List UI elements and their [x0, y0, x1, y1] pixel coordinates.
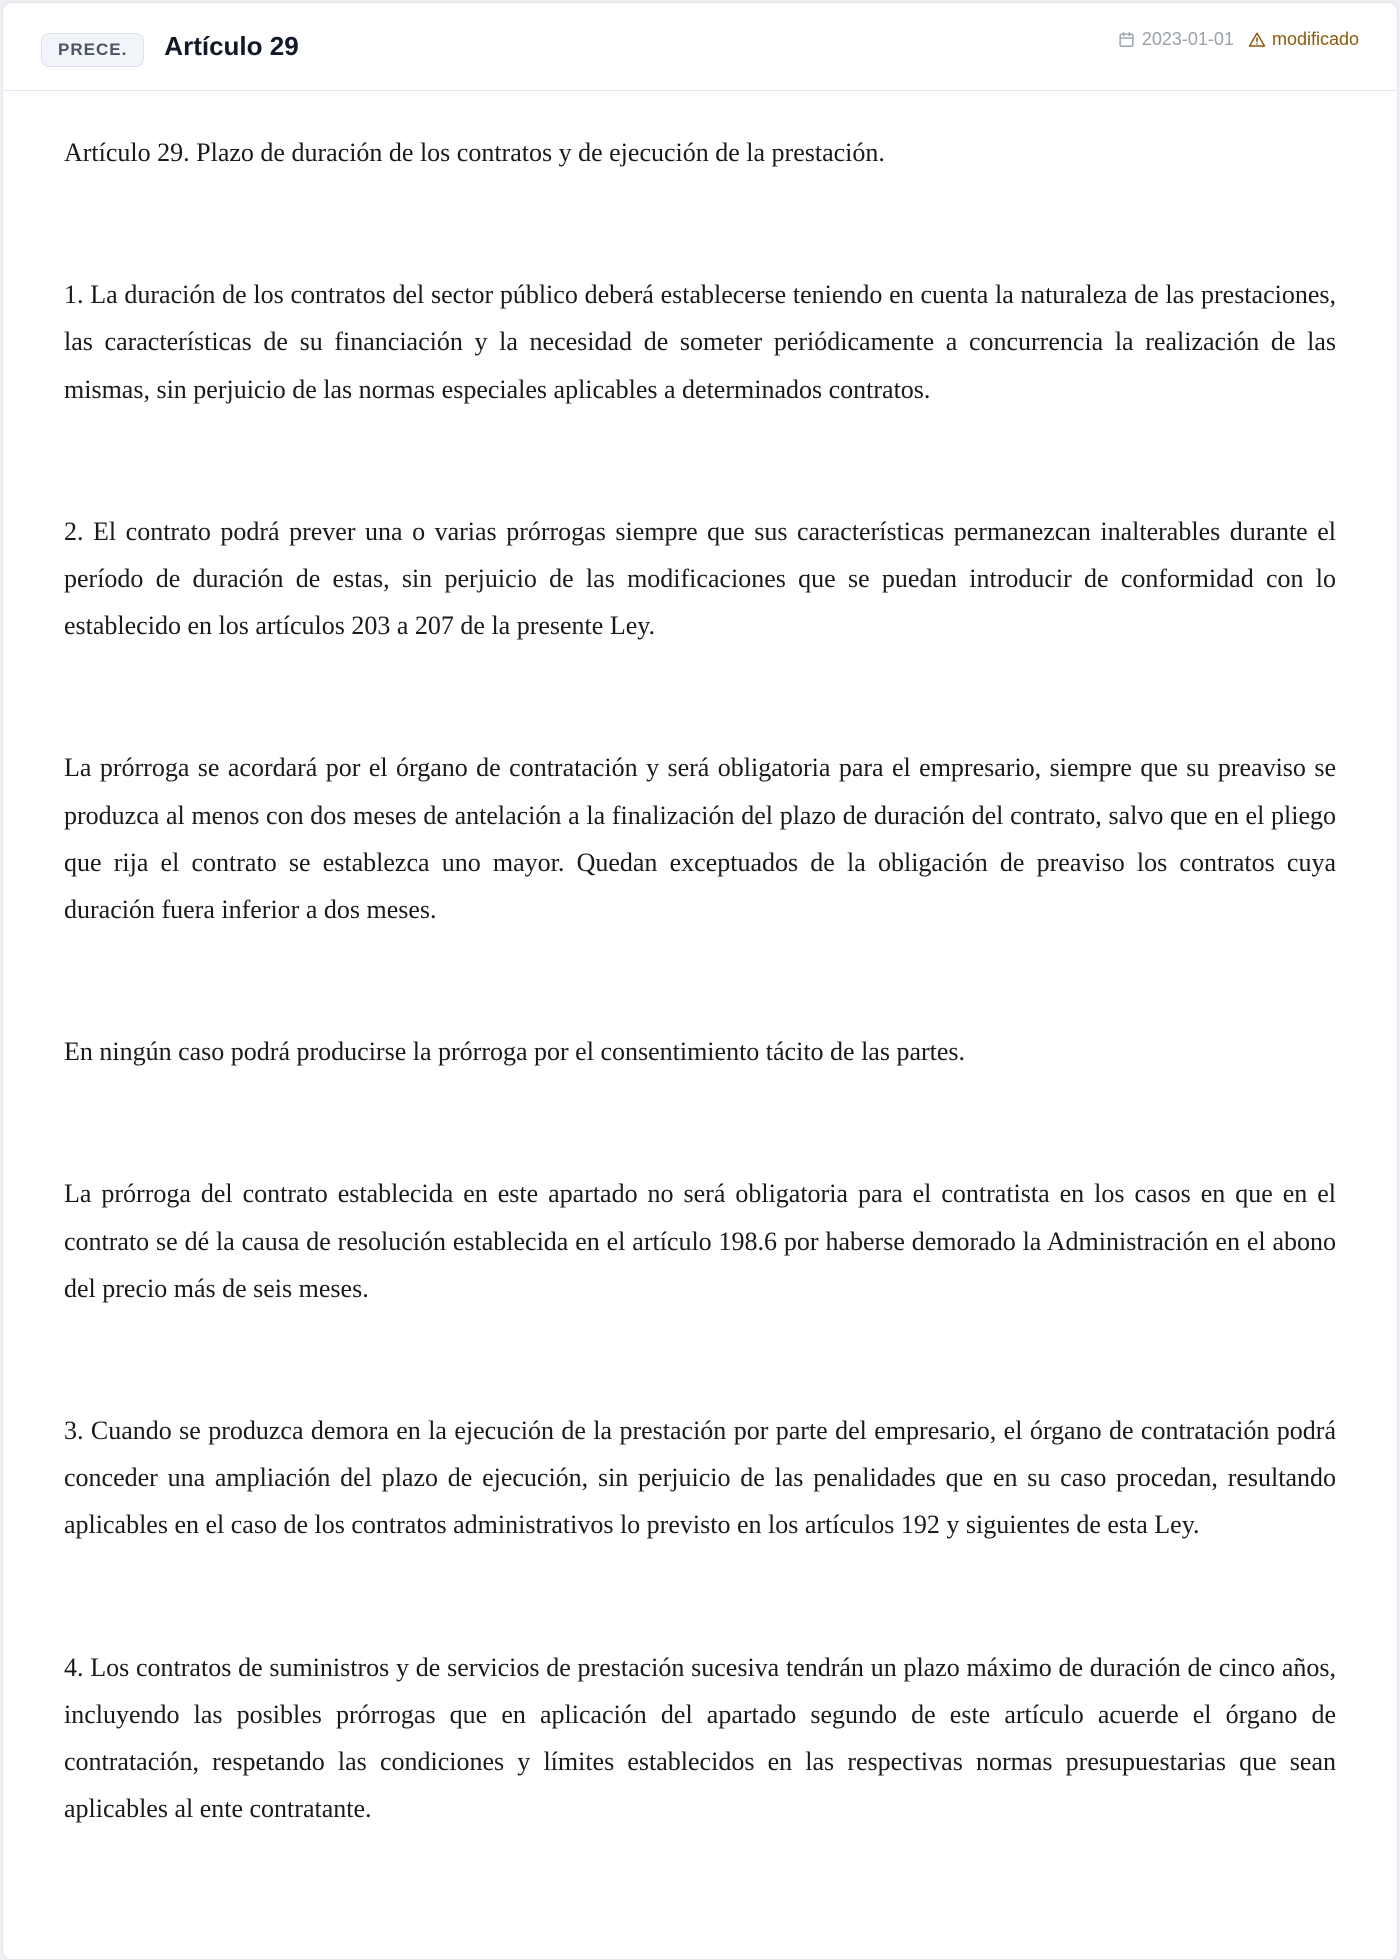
article-header	[3, 3, 1397, 91]
paragraph: 4. Los contratos de suministros y de servicios de prestación sucesiva tendrán un plazo máximo de duración de cinco años, incluyendo las posibles prórrogas que en aplicación del apartado segundo de este artículo acuerde el órgano de contratación, respetando las condiciones y límites establecidos en las respectivas normas presupuestarias que sean aplicables al ente contratante.	[64, 1652, 1336, 1824]
effective-date: 2023-01-01	[1141, 29, 1234, 49]
article-title: Artículo 29	[164, 31, 299, 61]
law-badge[interactable]: PRECE.	[41, 33, 144, 67]
paragraph: La prórroga del contrato establecida en este apartado no será obligatoria para el contratista en los casos en que en el contrato se dé la causa de resolución establecida en el artículo 198.6 por haberse demorado la Administración en el abono del precio más de seis meses.	[64, 1179, 1336, 1303]
paragraph: La prórroga se acordará por el órgano de contratación y será obligatoria para el empresario, siempre que su preaviso se produzca al menos con dos meses de antelación a la finalización del plazo de duración del contrato, salvo que en el pliego que rija el contrato se establezca uno mayor. Quedan exceptuados de la obligación de preaviso los contratos cuya duración fuera inferior a dos meses.	[64, 753, 1336, 925]
paragraph: En ningún caso podrá producirse la prórroga por el consentimiento tácito de las partes.	[64, 1037, 966, 1067]
status-label: modificado	[1271, 29, 1359, 49]
article-meta	[1118, 29, 1359, 50]
calendar-icon	[1118, 31, 1135, 48]
status-badge	[1248, 29, 1359, 50]
paragraph: 2. El contrato podrá prever una o varias prórrogas siempre que sus características permanezcan inalterables durante el período de duración de estas, sin perjuicio de las modificaciones que se puedan introducir de conformidad con lo establecido en los artículos 203 a 207 de la presente Ley.	[64, 516, 1336, 641]
paragraph: 1. La duración de los contratos del sector público deberá establecerse teniendo en cuenta la naturaleza de las prestaciones, las características de su financiación y la necesidad de someter periódicamente a concurrencia la realización de las mismas, sin perjuicio de las normas especiales aplicables a determinados contratos.	[64, 280, 1336, 404]
article-body	[3, 91, 1397, 1832]
article-card	[2, 2, 1398, 1960]
article-heading-paragraph: Artículo 29. Plazo de duración de los contratos y de ejecución de la prestación.	[64, 138, 885, 167]
warning-triangle-icon	[1248, 31, 1266, 49]
date-info	[1118, 29, 1234, 50]
paragraph: 3. Cuando se produzca demora en la ejecución de la prestación por parte del empresario, el órgano de contratación podrá conceder una ampliación del plazo de ejecución, sin perjuicio de las penalidades que en su caso procedan, resultando aplicables en el caso de los contratos administrativos lo previsto en los artículos 192 y siguientes de esta Ley.	[64, 1416, 1336, 1540]
